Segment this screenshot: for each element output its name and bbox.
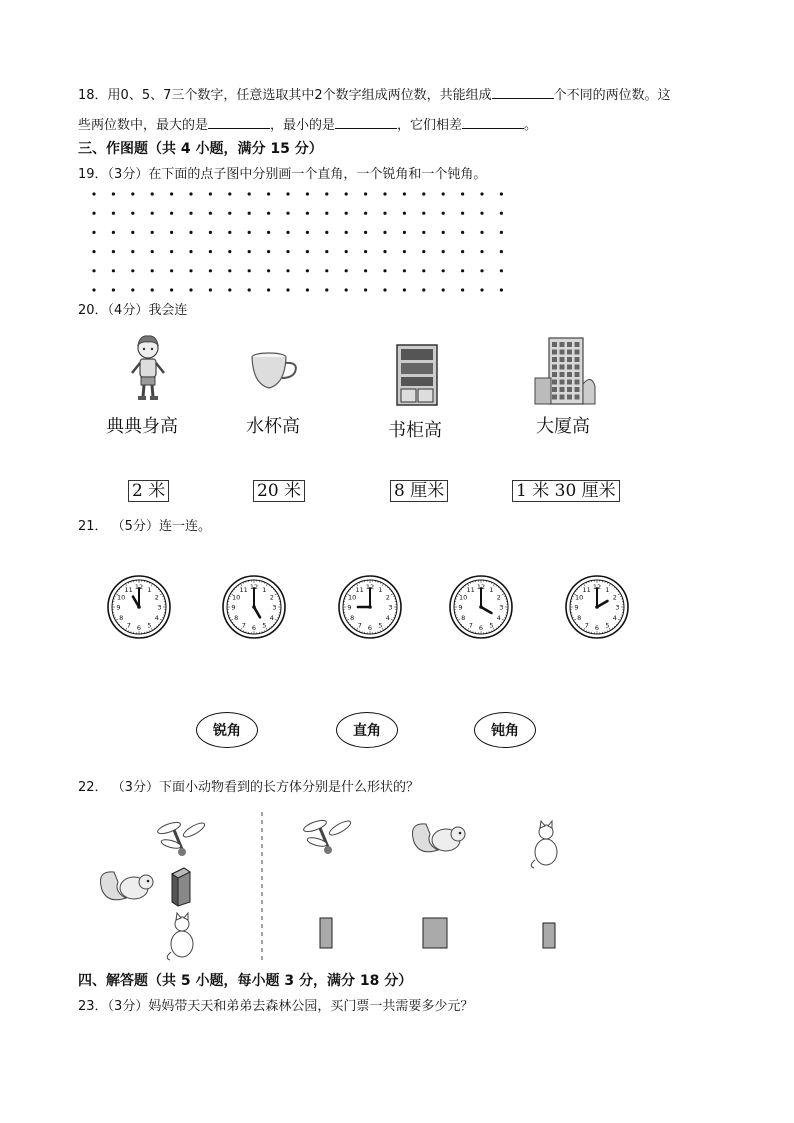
grid-dot	[92, 269, 95, 272]
grid-dot	[306, 212, 309, 215]
svg-text:7: 7	[241, 621, 246, 630]
grid-dot	[325, 212, 328, 215]
grid-dot	[461, 269, 464, 272]
grid-dot	[306, 269, 309, 272]
svg-text:5: 5	[489, 621, 494, 630]
svg-text:5: 5	[605, 621, 610, 630]
answer-blank[interactable]	[462, 114, 524, 129]
grid-dot	[189, 192, 192, 195]
grid-dot	[306, 250, 309, 253]
question-19: 19．（3分）在下面的点子图中分别画一个直角，一个锐角和一个钝角。	[78, 167, 487, 182]
grid-dot	[345, 250, 348, 253]
boy-icon	[124, 333, 172, 403]
grid-dot	[170, 269, 173, 272]
svg-text:3: 3	[388, 603, 393, 612]
grid-dot	[92, 212, 95, 215]
grid-dot	[170, 288, 173, 291]
grid-dot	[345, 231, 348, 234]
svg-text:7: 7	[584, 621, 589, 630]
view-shape	[423, 918, 447, 948]
grid-dot	[442, 212, 445, 215]
item-label: 书柜高	[388, 420, 442, 441]
grid-dot	[286, 288, 289, 291]
grid-dot	[364, 192, 367, 195]
svg-text:1: 1	[147, 585, 152, 594]
grid-dot	[403, 212, 406, 215]
svg-text:3: 3	[157, 603, 162, 612]
svg-text:10: 10	[575, 593, 584, 602]
answer-blank[interactable]	[335, 114, 397, 129]
grid-dot	[325, 231, 328, 234]
grid-dot	[461, 288, 464, 291]
grid-dot	[364, 288, 367, 291]
grid-dot	[286, 269, 289, 272]
grid-dot	[286, 212, 289, 215]
svg-text:8: 8	[119, 613, 124, 622]
grid-dot	[92, 288, 95, 291]
grid-dot	[345, 288, 348, 291]
grid-dot	[364, 212, 367, 215]
clock-icon[interactable]	[338, 575, 402, 639]
svg-text:7: 7	[468, 621, 473, 630]
grid-dot	[383, 269, 386, 272]
grid-dot	[228, 269, 231, 272]
grid-dot	[170, 231, 173, 234]
grid-dot	[189, 269, 192, 272]
grid-dot	[325, 288, 328, 291]
view-shape	[320, 918, 332, 948]
grid-dot	[442, 192, 445, 195]
grid-dot	[480, 192, 483, 195]
grid-dot	[403, 269, 406, 272]
svg-text:3: 3	[499, 603, 504, 612]
grid-dot	[228, 231, 231, 234]
grid-dot	[209, 212, 212, 215]
svg-text:11: 11	[582, 585, 591, 594]
svg-text:5: 5	[378, 621, 383, 630]
grid-dot	[151, 269, 154, 272]
svg-text:2: 2	[496, 593, 501, 602]
svg-text:2: 2	[154, 593, 159, 602]
grid-dot	[286, 192, 289, 195]
svg-text:1: 1	[489, 585, 494, 594]
grid-dot	[422, 212, 425, 215]
svg-text:9: 9	[574, 603, 579, 612]
item-label: 水杯高	[246, 416, 300, 437]
grid-dot	[267, 192, 270, 195]
grid-dot	[248, 192, 251, 195]
question-21: 21． （5分）连一连。	[78, 519, 211, 534]
svg-text:12: 12	[365, 583, 375, 592]
grid-dot	[325, 192, 328, 195]
grid-dot	[383, 288, 386, 291]
grid-dot	[422, 269, 425, 272]
grid-dot	[112, 231, 115, 234]
grid-dot	[325, 250, 328, 253]
svg-text:4: 4	[612, 613, 617, 622]
grid-dot	[442, 269, 445, 272]
grid-dot	[170, 212, 173, 215]
angle-label[interactable]: 锐角	[196, 712, 258, 748]
cuboid-icon	[172, 868, 190, 906]
grid-dot	[131, 231, 134, 234]
grid-dot	[383, 250, 386, 253]
question-20: 20．（4分）我会连	[78, 303, 188, 318]
svg-text:1: 1	[262, 585, 267, 594]
grid-dot	[461, 231, 464, 234]
grid-dot	[189, 231, 192, 234]
svg-text:3: 3	[272, 603, 277, 612]
grid-dot	[500, 250, 503, 253]
svg-text:1: 1	[378, 585, 383, 594]
grid-dot	[228, 250, 231, 253]
grid-dot	[286, 231, 289, 234]
grid-dot	[131, 250, 134, 253]
question-23: 23．（3分）妈妈带天天和弟弟去森林公园，买门票一共需要多少元？	[78, 999, 474, 1014]
clock-icon[interactable]	[107, 575, 171, 639]
grid-dot	[151, 231, 154, 234]
grid-dot	[209, 231, 212, 234]
squirrel-icon	[101, 872, 154, 900]
grid-dot	[403, 250, 406, 253]
dot-grid[interactable]	[84, 186, 514, 298]
grid-dot	[228, 212, 231, 215]
svg-text:9: 9	[116, 603, 121, 612]
grid-dot	[364, 269, 367, 272]
svg-text:4: 4	[154, 613, 159, 622]
grid-dot	[461, 212, 464, 215]
grid-dot	[480, 231, 483, 234]
grid-dot	[112, 250, 115, 253]
building-icon	[531, 334, 597, 406]
svg-text:2: 2	[269, 593, 274, 602]
svg-text:10: 10	[117, 593, 126, 602]
svg-text:12: 12	[249, 583, 259, 592]
grid-dot	[248, 212, 251, 215]
svg-text:4: 4	[385, 613, 390, 622]
grid-dot	[267, 269, 270, 272]
item-label: 大厦高	[536, 416, 590, 437]
angle-label[interactable]: 直角	[336, 712, 398, 748]
grid-dot	[500, 288, 503, 291]
svg-text:10: 10	[459, 593, 468, 602]
svg-text:9: 9	[347, 603, 352, 612]
grid-dot	[480, 288, 483, 291]
grid-dot	[189, 250, 192, 253]
grid-dot	[500, 231, 503, 234]
svg-text:10: 10	[348, 593, 357, 602]
svg-text:7: 7	[126, 621, 131, 630]
svg-text:12: 12	[592, 583, 602, 592]
svg-text:6: 6	[136, 624, 142, 633]
grid-dot	[306, 231, 309, 234]
grid-dot	[480, 250, 483, 253]
grid-dot	[345, 269, 348, 272]
grid-dot	[267, 212, 270, 215]
grid-dot	[461, 250, 464, 253]
grid-dot	[92, 192, 95, 195]
grid-dot	[306, 192, 309, 195]
svg-text:2: 2	[612, 593, 617, 602]
svg-text:11: 11	[355, 585, 364, 594]
cup-icon	[247, 350, 303, 392]
grid-dot	[306, 288, 309, 291]
svg-text:4: 4	[496, 613, 501, 622]
grid-dot	[112, 288, 115, 291]
grid-dot	[228, 192, 231, 195]
svg-text:4: 4	[269, 613, 274, 622]
grid-dot	[422, 192, 425, 195]
svg-text:9: 9	[231, 603, 236, 612]
svg-text:2: 2	[385, 593, 390, 602]
grid-dot	[480, 269, 483, 272]
svg-text:1: 1	[605, 585, 610, 594]
grid-dot	[364, 250, 367, 253]
svg-text:6: 6	[367, 624, 373, 633]
grid-dot	[267, 231, 270, 234]
clock-icon[interactable]	[449, 575, 513, 639]
grid-dot	[442, 250, 445, 253]
grid-dot	[480, 212, 483, 215]
svg-text:7: 7	[357, 621, 362, 630]
grid-dot	[500, 269, 503, 272]
grid-dot	[461, 192, 464, 195]
grid-dot	[248, 269, 251, 272]
grid-dot	[131, 269, 134, 272]
answer-box[interactable]: 20 米	[253, 480, 305, 502]
dragonfly-icon	[156, 820, 206, 856]
svg-text:3: 3	[615, 603, 620, 612]
section-title: 三、作图题（共 4 小题，满分 15 分）	[78, 141, 323, 157]
grid-dot	[403, 192, 406, 195]
section-title: 四、解答题（共 5 小题，每小题 3 分，满分 18 分）	[78, 973, 413, 989]
svg-text:9: 9	[458, 603, 463, 612]
dragonfly-icon	[302, 818, 352, 854]
grid-dot	[209, 269, 212, 272]
grid-dot	[151, 250, 154, 253]
question-22: 22． （3分）下面小动物看到的长方体分别是什么形状的？	[78, 780, 419, 795]
svg-text:8: 8	[234, 613, 239, 622]
grid-dot	[267, 250, 270, 253]
grid-dot	[267, 288, 270, 291]
view-shape	[543, 923, 555, 948]
grid-dot	[189, 212, 192, 215]
grid-dot	[131, 212, 134, 215]
grid-dot	[325, 269, 328, 272]
grid-dot	[209, 288, 212, 291]
clock-icon[interactable]	[222, 575, 286, 639]
clock-icon[interactable]	[565, 575, 629, 639]
grid-dot	[383, 192, 386, 195]
grid-dot	[209, 192, 212, 195]
svg-text:5: 5	[147, 621, 152, 630]
q18-line1: 18．用0、5、7三个数字，任意选取其中2个数字组成两位数，共能组成 个不同的两位数。这	[78, 84, 671, 105]
grid-dot	[403, 231, 406, 234]
grid-dot	[383, 212, 386, 215]
views-figure	[96, 812, 656, 962]
grid-dot	[422, 231, 425, 234]
grid-dot	[345, 192, 348, 195]
grid-dot	[112, 192, 115, 195]
grid-dot	[170, 192, 173, 195]
grid-dot	[228, 288, 231, 291]
svg-text:11: 11	[466, 585, 475, 594]
grid-dot	[403, 288, 406, 291]
grid-dot	[422, 250, 425, 253]
grid-dot	[286, 250, 289, 253]
grid-dot	[442, 288, 445, 291]
grid-dot	[248, 250, 251, 253]
cat-icon	[531, 821, 557, 868]
grid-dot	[112, 269, 115, 272]
answer-box[interactable]: 2 米	[128, 480, 169, 502]
svg-text:12: 12	[476, 583, 486, 592]
grid-dot	[189, 288, 192, 291]
answer-blank[interactable]	[492, 84, 554, 99]
item-label: 典典身高	[106, 416, 178, 437]
answer-box[interactable]: 8 厘米	[390, 480, 448, 502]
svg-text:11: 11	[124, 585, 133, 594]
grid-dot	[92, 231, 95, 234]
grid-dot	[92, 250, 95, 253]
svg-text:8: 8	[350, 613, 355, 622]
svg-text:10: 10	[232, 593, 241, 602]
grid-dot	[151, 288, 154, 291]
q18-line2: 些两位数中，最大的是 ，最小的是 ，它们相差 。	[78, 114, 537, 135]
svg-text:5: 5	[262, 621, 267, 630]
grid-dot	[112, 212, 115, 215]
svg-text:11: 11	[239, 585, 248, 594]
grid-dot	[248, 288, 251, 291]
grid-dot	[500, 192, 503, 195]
cat-icon	[167, 913, 193, 960]
svg-text:8: 8	[577, 613, 582, 622]
grid-dot	[345, 212, 348, 215]
angle-label[interactable]: 钝角	[474, 712, 536, 748]
bookcase-icon	[393, 343, 441, 407]
grid-dot	[209, 250, 212, 253]
svg-text:8: 8	[461, 613, 466, 622]
svg-text:12: 12	[134, 583, 144, 592]
grid-dot	[151, 212, 154, 215]
grid-dot	[422, 288, 425, 291]
answer-box[interactable]: 1 米 30 厘米	[512, 480, 620, 502]
grid-dot	[442, 231, 445, 234]
answer-blank[interactable]	[208, 114, 270, 129]
grid-dot	[248, 231, 251, 234]
svg-text:6: 6	[478, 624, 484, 633]
grid-dot	[500, 212, 503, 215]
grid-dot	[383, 231, 386, 234]
squirrel-icon	[413, 824, 466, 852]
grid-dot	[131, 288, 134, 291]
svg-text:6: 6	[594, 624, 600, 633]
svg-text:6: 6	[251, 624, 257, 633]
grid-dot	[131, 192, 134, 195]
grid-dot	[364, 231, 367, 234]
grid-dot	[151, 192, 154, 195]
grid-dot	[170, 250, 173, 253]
